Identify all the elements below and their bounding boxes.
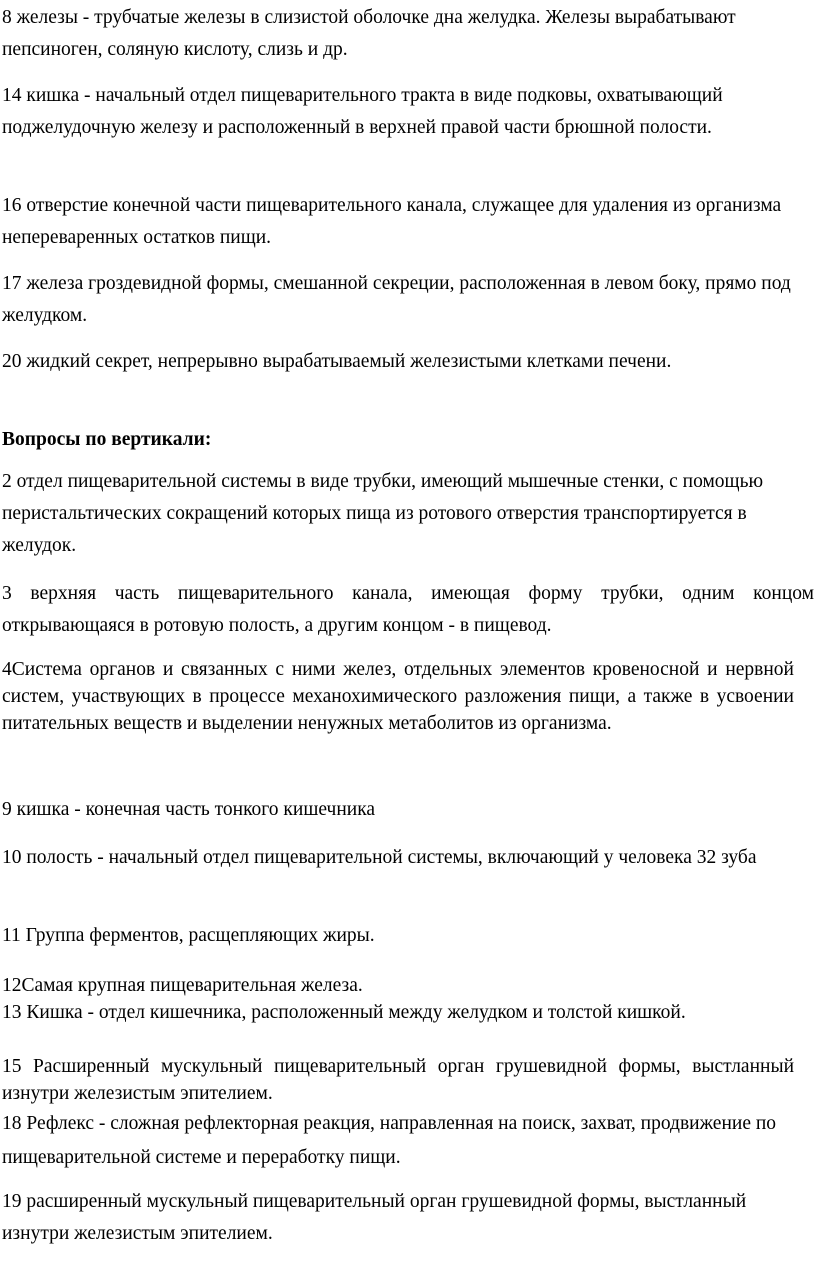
clue-vertical-11: 11 Группа ферментов, расщепляющих жиры. — [2, 925, 375, 946]
clue-vertical-19: 19 расширенный мускульный пищеварительный орган грушевидной формы, выстланный изнутри железистым эпителием. — [2, 1191, 747, 1244]
clue-vertical-18: 18 Рефлекс - сложная рефлекторная реакция, направленная на поиск, захват, продвижение по пищеварительной системе и переработку пищи. — [2, 1113, 777, 1168]
clue-horizontal-20: 20 жидкий секрет, непрерывно вырабатываемый железистыми клетками печени. — [2, 351, 672, 372]
clue-vertical-13: 13 Кишка - отдел кишечника, расположенный между желудком и толстой кишкой. — [2, 1002, 686, 1023]
clue-vertical-2: 2 отдел пищеварительной системы в виде трубки, имеющий мышечные стенки, с помощью перистальтических сокращений которых пища из ротового отверстия транспортируется в желудок. — [2, 471, 764, 556]
clue-vertical-9: 9 кишка - конечная часть тонкого кишечника — [2, 799, 376, 820]
clue-vertical-15: 15 Расширенный мускульный пищеварительный орган грушевидной формы, выстланный изнутри железистым эпителием. — [2, 1056, 794, 1104]
clue-horizontal-16: 16 отверстие конечной части пищеварительного канала, служащее для удаления из организма непереваренных остатков пищи. — [2, 195, 782, 248]
clue-horizontal-17: 17 железа гроздевидной формы, смешанной секреции, расположенная в левом боку, прямо под желудком. — [2, 273, 791, 326]
clue-vertical-3: 3 верхняя часть пищеварительного канала, имеющая форму трубки, одним концом открывающаяся в ротовую полость, а другим концом - в пищевод. — [2, 583, 814, 636]
clue-vertical-10: 10 полость - начальный отдел пищеварительной системы, включающий у человека 32 зуба — [2, 847, 757, 868]
heading-vertical-questions: Вопросы по вертикали: — [2, 429, 212, 450]
clue-vertical-4: 4Система органов и связанных с ними желез, отдельных элементов кровеносной и нервной систем, участвующих в процессе механохимического разложения пищи, а также в усвоении питательных веществ и выделении ненужных метаболитов из организма. — [2, 659, 794, 734]
clue-horizontal-8: 8 железы - трубчатые железы в слизистой оболочке дна желудка. Железы вырабатывают пепсиноген, соляную кислоту, слизь и др. — [2, 7, 736, 60]
clue-vertical-12: 12Самая крупная пищеварительная железа. — [2, 975, 363, 996]
clue-horizontal-14: 14 кишка - начальный отдел пищеварительного тракта в виде подковы, охватывающий поджелудочную железу и расположенный в верхней правой части брюшной полости. — [2, 85, 723, 138]
